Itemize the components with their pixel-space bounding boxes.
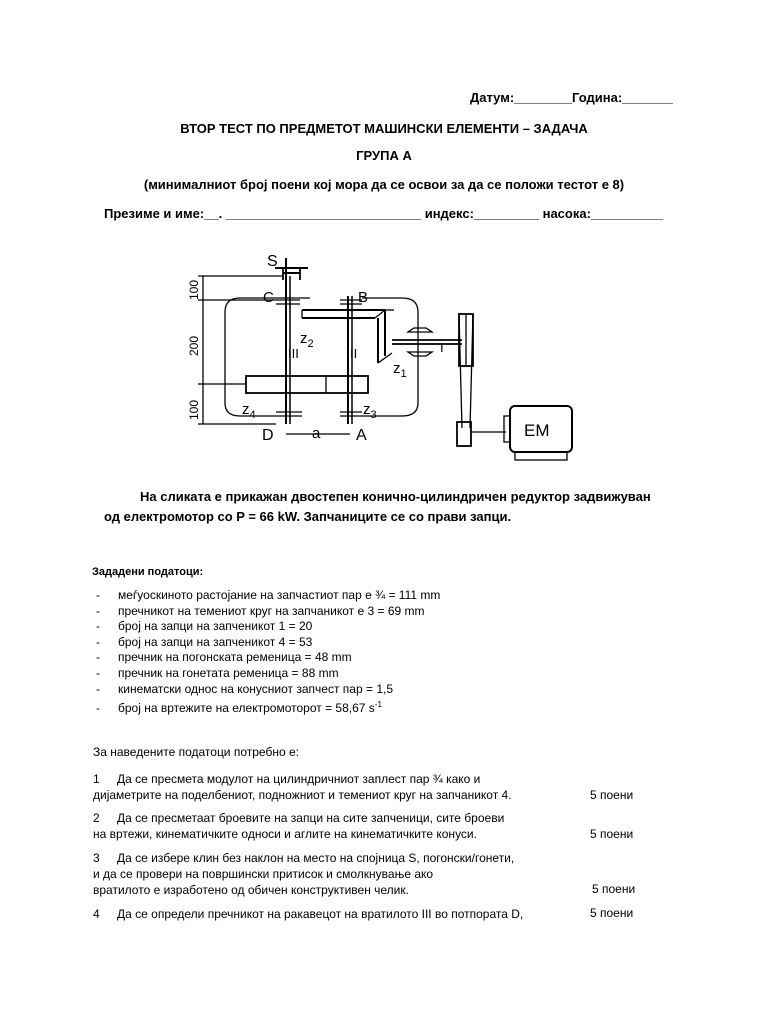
label-II: II — [350, 346, 358, 361]
task-1: 1 Да се пресмета модулот на цилиндричниот заплест пар ¾ како и дијаметрите на поделбениот, подножниот и темениот круг на запчаникот 4. — [93, 772, 512, 802]
list-item: - пречникот на темениот круг на запчаникот е 3 = 69 mm — [96, 603, 425, 618]
gear-reducer-diagram — [170, 248, 590, 478]
description-line-2: од електромотор со P = 66 kW. Запчаниците се со прави запци. — [104, 509, 512, 524]
label-I: I — [440, 340, 444, 355]
dim-200: 200 — [187, 335, 201, 356]
label-z3: z — [363, 401, 371, 418]
label-B: B — [358, 289, 369, 306]
task-2: 2 Да се пресметаат броевите на запци на сите запченици, сите броеви на вртежи, кинематичките односи и аглите на кинематичките конуси. — [93, 811, 505, 841]
list-item: - меѓуоскиното растојание на запчастиот пар е ¾ = 111 mm — [96, 588, 441, 602]
list-item: - пречник на погонската ременица = 48 mm — [96, 650, 352, 665]
list-item: - број на запци на запченикот 4 = 53 — [96, 634, 313, 649]
list-item: - број на запци на запченикот 1 = 20 — [96, 619, 313, 634]
label-A: A — [356, 427, 367, 444]
given-heading: Зададени податоци: — [92, 566, 204, 578]
task-1-points: 5 поени — [590, 788, 634, 802]
label-C: C — [263, 289, 274, 306]
label-z1-sub: 1 — [400, 368, 407, 380]
label-z2-sub: 2 — [307, 338, 314, 350]
svg-text:z4 — [242, 401, 256, 421]
list-item: - број на вртежите на електромоторот = 58,67 $s^{-1}$ — [96, 700, 382, 716]
min-points-note: (минималниот број поени кој мора да се освои за да се положи тестот е 8) — [143, 177, 625, 192]
task-2-points: 5 поени — [590, 827, 634, 841]
given-list — [96, 588, 441, 716]
label-z1: z — [393, 360, 401, 377]
label-D: D — [262, 427, 274, 444]
label-z2: z — [300, 330, 308, 347]
label-z4-sub: 4 — [249, 409, 256, 421]
name-index-line: Презиме и име:__. ___________________________ индекс:_________ насока:__________ — [104, 206, 664, 221]
task-4: 4 Да се определи пречникот на ракавецот на вратилото III во потпората D, — [93, 907, 524, 921]
dim-100-top: 100 — [187, 279, 201, 300]
unit-exponent: -1 — [374, 700, 382, 710]
tasks-intro: За наведените податоци потребно е: — [93, 745, 299, 759]
dim-100-bottom: 100 — [187, 399, 201, 420]
label-a: a — [312, 425, 321, 442]
group-label: ГРУПА А — [356, 148, 412, 163]
label-III: III — [288, 346, 299, 361]
label-S: S — [267, 253, 278, 270]
svg-text:z3 — [363, 401, 377, 421]
list-item: - кинематски однос на конусниот запчест пар = 1,5 — [96, 681, 393, 696]
list-item: - пречник на гонетата ременица = 88 mm — [96, 665, 339, 680]
task-3-points: 5 поени — [592, 882, 636, 896]
label-EM: EM — [524, 421, 550, 440]
date-year-line: Датум:________Година:_______ — [470, 90, 673, 105]
label-z3-sub: 3 — [370, 409, 377, 421]
svg-text:z2 — [300, 330, 314, 350]
svg-text:z1 — [393, 360, 407, 380]
test-title: ВТОР ТЕСТ ПО ПРЕДМЕТОТ МАШИНСКИ ЕЛЕМЕНТИ – ЗАДАЧА — [180, 121, 588, 136]
description-line-1: На сликата е прикажан двостепен конично-цилиндричен редуктор задвижуван — [140, 489, 651, 504]
label-z4: z — [242, 401, 250, 418]
task-3: 3 Да се избере клин без наклон на место на спојница S, погонски/гонети, и да се провери на површински притисок и смолкнување ако вратилото е изработено од обичен конструктивен челик. — [93, 851, 515, 897]
task-4-points: 5 поени — [590, 906, 634, 920]
